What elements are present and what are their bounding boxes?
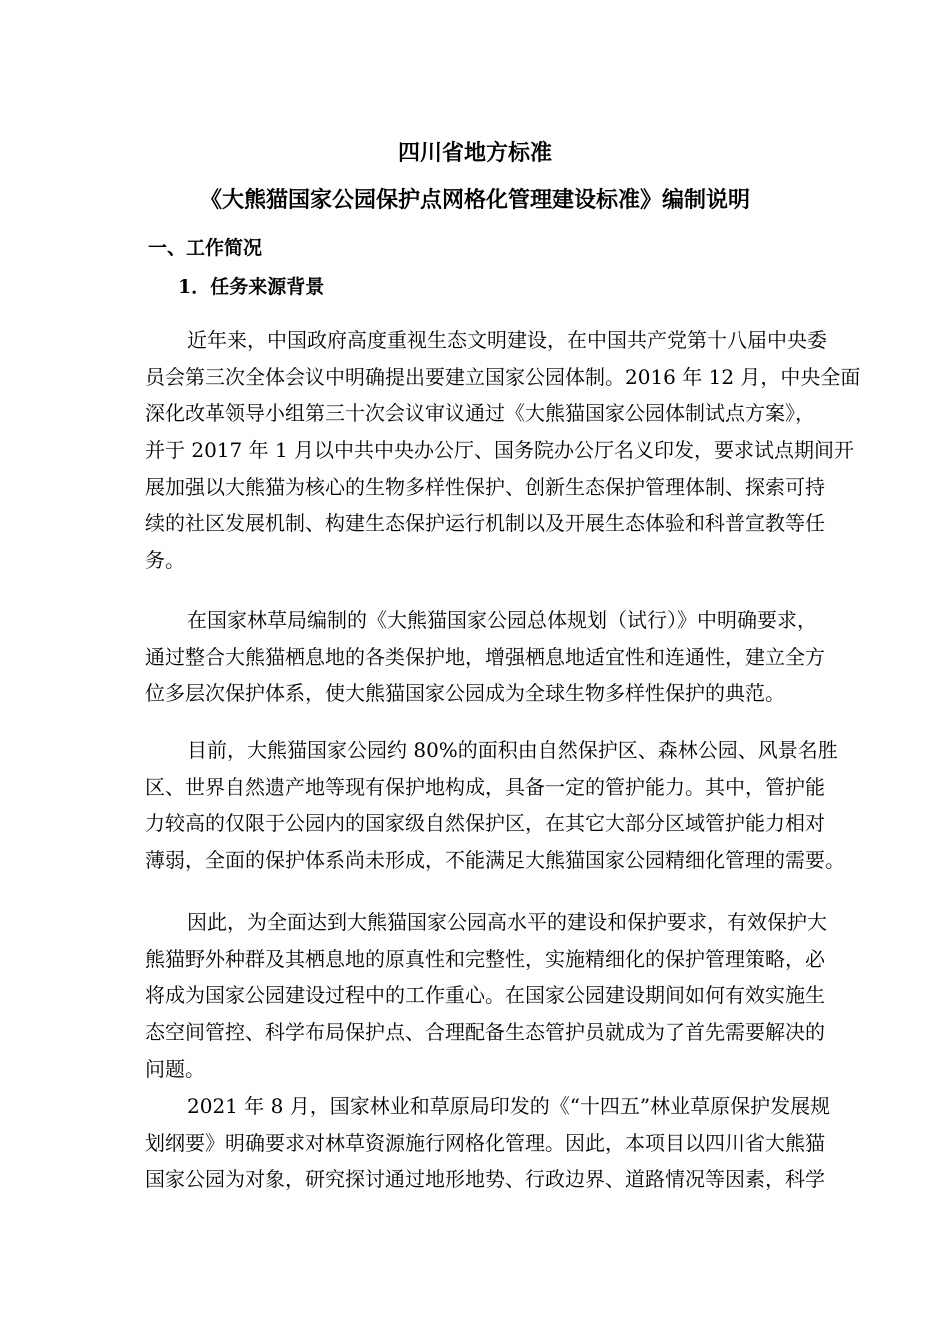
paragraph [145, 602, 825, 712]
document-subtitle: 《大熊猫国家公园保护点网格化管理建设标准》编制说明 [199, 187, 750, 213]
paragraph-line: 力较高的仅限于公园内的国家级自然保护区，在其它大部分区域管护能力相对 [145, 811, 825, 836]
paragraph-line: 将成为国家公园建设过程中的工作重心。在国家公园建设期间如何有效实施生 [145, 983, 825, 1008]
paragraph-line: 熊猫野外种群及其栖息地的原真性和完整性，实施精细化的保护管理策略，必 [145, 946, 825, 971]
paragraph-line: 位多层次保护体系，使大熊猫国家公园成为全球生物多样性保护的典范。 [145, 681, 785, 706]
paragraph-line: 划纲要》明确要求对林草资源施行网格化管理。因此，本项目以四川省大熊猫 [145, 1130, 825, 1155]
paragraph-line: 员会第三次全体会议中明确提出要建立国家公园体制。2016 年 12 月，中央全面 [145, 364, 861, 389]
paragraph-line: 在国家林草局编制的《大熊猫国家公园总体规划（试行）》中明确要求， [187, 608, 817, 632]
paragraph-line: 深化改革领导小组第三十次会议审议通过《大熊猫国家公园体制试点方案》， [145, 401, 815, 426]
paragraph-line: 目前，大熊猫国家公园约 80%的面积由自然保护区、森林公园、风景名胜 [187, 738, 838, 762]
document-title: 四川省地方标准 [397, 140, 552, 166]
paragraph-line: 续的社区发展机制、构建生态保护运行机制以及开展生态体验和科普宣教等任 [145, 511, 825, 536]
paragraph-line: 因此，为全面达到大熊猫国家公园高水平的建设和保护要求，有效保护大 [187, 910, 827, 934]
paragraph-line: 态空间管控、科学布局保护点、合理配备生态管护员就成为了首先需要解决的 [145, 1020, 825, 1045]
paragraph-line: 并于 2017 年 1 月以中共中央办公厅、国务院办公厅名义印发，要求试点期间开 [145, 438, 855, 463]
paragraph-line: 近年来，中国政府高度重视生态文明建设，在中国共产党第十八届中央委 [187, 328, 827, 352]
section-heading: 一、工作简况 [148, 237, 263, 259]
paragraph-line: 展加强以大熊猫为核心的生物多样性保护、创新生态保护管理体制、探索可持 [145, 474, 825, 499]
paragraph [145, 732, 845, 879]
paragraph-line: 区、世界自然遗产地等现有保护地构成，具备一定的管护能力。其中，管护能 [145, 774, 825, 799]
paragraph-line: 通过整合大熊猫栖息地的各类保护地，增强栖息地适宜性和连通性，建立全方 [145, 644, 825, 669]
paragraph-line: 国家公园为对象，研究探讨通过地形地势、行政边界、道路情况等因素，科学 [145, 1167, 825, 1192]
paragraph-line: 务。 [145, 548, 185, 573]
paragraph [145, 904, 827, 1087]
paragraph-line: 问题。 [145, 1056, 205, 1081]
paragraph [145, 322, 861, 579]
subsection-heading: 1．任务来源背景 [178, 276, 325, 298]
paragraph [145, 1088, 831, 1198]
paragraph-line: 2021 年 8 月，国家林业和草原局印发的《“十四五”林业草原保护发展规 [187, 1094, 831, 1118]
paragraph-line: 薄弱，全面的保护体系尚未形成，不能满足大熊猫国家公园精细化管理的需要。 [145, 848, 845, 873]
